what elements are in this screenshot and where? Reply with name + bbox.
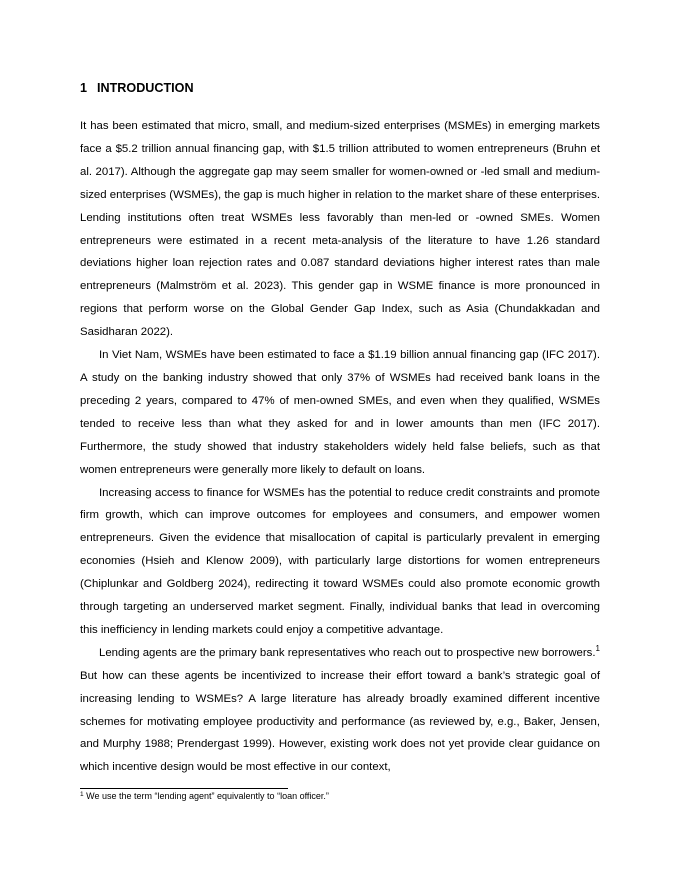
section-title: INTRODUCTION — [97, 81, 194, 95]
paragraph-1: It has been estimated that micro, small, and medium-sized enterprises (MSMEs) in emerging markets face a $5.2 trillion annual financing gap, with $1.5 trillion attributed to women entrepreneurs (Bruhn et al. 2017). Although the aggregate gap may seem smaller for women-owned or -led small and medium-sized enterprises (WSMEs), the gap is much higher in relation to the market share of these enterprises. Lending institutions often treat WSMEs less favorably than men-led or -owned SMEs. Women entrepreneurs were estimated in a recent meta-analysis of the literature to have 1.26 standard deviations higher loan rejection rates and 0.087 standard deviations higher interest rates than male entrepreneurs (Malmström et al. 2023). This gender gap in WSME finance is more pronounced in regions that perform worse on the Global Gender Gap Index, such as Asia (Chundakkadan and Sasidharan 2022). — [80, 120, 600, 339]
paragraph-4 — [80, 642, 600, 779]
footnote-mark: 1 — [80, 791, 84, 798]
footnote — [80, 790, 600, 802]
paragraph-3: Increasing access to finance for WSMEs has the potential to reduce credit constraints and promote firm growth, which can improve outcomes for employees and consumers, and empower women entrepreneurs. Given the evidence that misallocation of capital is particularly prevalent in emerging economies (Hsieh and Klenow 2009), with particularly large distortions for women entrepreneurs (Chiplunkar and Goldberg 2024), redirecting it toward WSMEs could also promote economic growth through targeting an underserved market segment. Finally, individual banks that lead in overcoming this inefficiency in lending markets could enjoy a competitive advantage. — [80, 486, 600, 636]
footnote-text: We use the term “lending agent” equivalently to “loan officer.” — [83, 791, 329, 801]
section-number: 1 — [80, 81, 88, 95]
paragraph-4-text-before-note: Lending agents are the primary bank representatives who reach out to prospective new borrowers. — [99, 646, 596, 659]
section-heading — [80, 78, 600, 98]
paragraph-2: In Viet Nam, WSMEs have been estimated to face a $1.19 billion annual financing gap (IFC 2017). A study on the banking industry showed that only 37% of WSMEs had received bank loans in the preceding 2 years, compared to 47% of men-owned SMEs, and even when they qualified, WSMEs tended to receive less than what they asked for and in lower amounts than men (IFC 2017). Furthermore, the study showed that industry stakeholders widely held false beliefs, such as that women entrepreneurs were generally more likely to default on loans. — [80, 349, 600, 476]
paragraph-4-text-after-note: But how can these agents be incentivized to increase their effort toward a bank’s strategic goal of increasing lending to WSMEs? A large literature has already broadly examined different incentive schemes for motivating employee productivity and performance (as reviewed by, e.g., Baker, Jensen, and Murphy 1988; Prendergast 1999). However, existing work does not yet provide clear guidance on which incentive design would be most effective in our context, — [80, 669, 600, 774]
footnote-reference[interactable]: 1 — [595, 643, 600, 653]
footnote-divider — [80, 788, 288, 789]
page-body — [80, 78, 600, 779]
